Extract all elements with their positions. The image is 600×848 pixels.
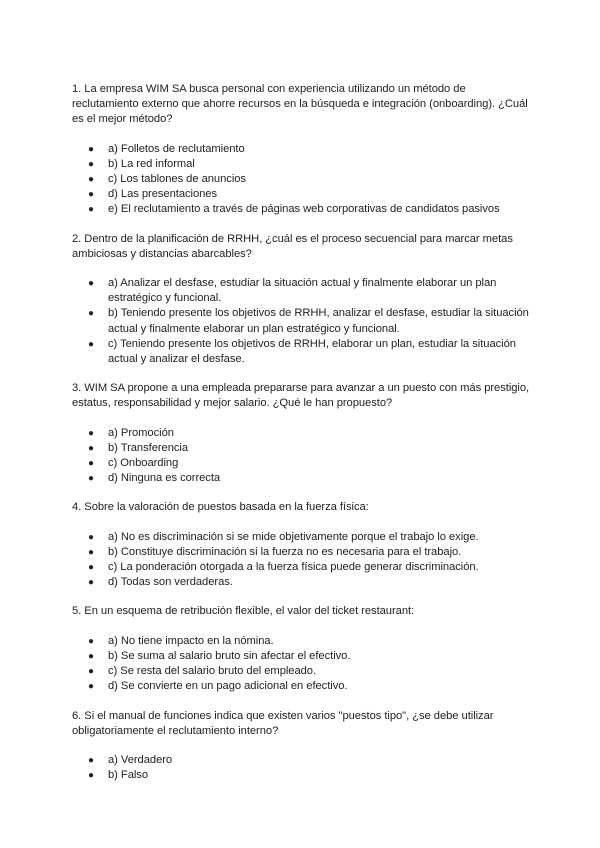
option-item <box>72 664 530 679</box>
question-2 <box>72 232 530 368</box>
option-item <box>72 679 530 694</box>
option-text: d) Todas son verdaderas. <box>108 576 233 589</box>
option-item <box>72 172 530 187</box>
option-list <box>72 426 530 487</box>
option-list <box>72 634 530 695</box>
option-item <box>72 530 530 545</box>
option-item <box>72 426 530 441</box>
bullet-icon: ● <box>88 143 94 155</box>
option-text: c) Se resta del salario bruto del empleado. <box>108 665 317 678</box>
question-text: 5. En un esquema de retribución flexible, el valor del ticket restaurant: <box>72 605 415 618</box>
bullet-icon: ● <box>88 754 94 766</box>
bullet-icon: ● <box>88 562 94 574</box>
quiz-content <box>72 82 530 797</box>
bullet-icon: ● <box>88 577 94 589</box>
option-item <box>72 649 530 664</box>
option-item <box>72 471 530 486</box>
bullet-icon: ● <box>88 770 94 782</box>
question-text: 1. La empresa WIM SA busca personal con experiencia utilizando un método de reclutamiento externo que ahorre recursos en la búsqueda e integración (onboarding). ¿Cuál es el mejor método? <box>72 83 528 126</box>
option-item <box>72 142 530 157</box>
option-text: a) Folletos de reclutamiento <box>108 142 245 155</box>
option-item <box>72 575 530 590</box>
option-list <box>72 142 530 218</box>
option-text: b) Teniendo presente los objetivos de RRHH, analizar el desfase, estudiar la situación actual y finalmente elaborar un plan estratégico y funcional. <box>108 307 529 335</box>
bullet-icon: ● <box>88 666 94 678</box>
question-5 <box>72 604 530 694</box>
question-text: 3. WIM SA propone a una empleada prepararse para avanzar a un puesto con más prestigio, estatus, responsabilidad y mejor salario. ¿Qué le han propuesto? <box>72 382 530 410</box>
option-text: d) Las presentaciones <box>108 188 218 201</box>
option-text: a) No es discriminación si se mide objetivamente porque el trabajo lo exige. <box>108 530 479 543</box>
bullet-icon: ● <box>88 531 94 543</box>
option-item <box>72 634 530 649</box>
option-text: d) Se convierte en un pago adicional en efectivo. <box>108 680 348 693</box>
option-text: c) Los tablones de anuncios <box>108 173 246 186</box>
option-text: b) Transferencia <box>108 441 189 454</box>
question-text: 4. Sobre la valoración de puestos basada en la fuerza física: <box>72 501 369 514</box>
bullet-icon: ● <box>88 650 94 662</box>
option-text: d) Ninguna es correcta <box>108 472 221 485</box>
option-item <box>72 560 530 575</box>
option-item <box>72 187 530 202</box>
bullet-icon: ● <box>88 635 94 647</box>
question-3 <box>72 381 530 486</box>
option-item <box>72 768 530 783</box>
bullet-icon: ● <box>88 204 94 216</box>
question-4 <box>72 500 530 590</box>
bullet-icon: ● <box>88 442 94 454</box>
bullet-icon: ● <box>88 681 94 693</box>
option-item <box>72 545 530 560</box>
option-text: a) Analizar el desfase, estudiar la situación actual y finalmente elaborar un plan estratégico y funcional. <box>108 277 497 305</box>
option-item <box>72 306 530 336</box>
option-text: b) Falso <box>108 769 149 782</box>
option-item <box>72 441 530 456</box>
option-text: b) Se suma al salario bruto sin afectar el efectivo. <box>108 649 351 662</box>
option-text: a) No tiene impacto en la nómina. <box>108 634 274 647</box>
bullet-icon: ● <box>88 308 94 320</box>
bullet-icon: ● <box>88 473 94 485</box>
option-item <box>72 202 530 217</box>
option-list <box>72 276 530 367</box>
bullet-icon: ● <box>88 174 94 186</box>
option-item <box>72 337 530 367</box>
option-item <box>72 157 530 172</box>
question-text: 6. Si el manual de funciones indica que existen varios "puestos tipo", ¿se debe utilizar obligatoriamente el reclutamiento interno? <box>72 709 494 737</box>
option-text: c) Teniendo presente los objetivos de RRHH, elaborar un plan, estudiar la situación actual y analizar el desfase. <box>108 337 516 366</box>
option-item <box>72 753 530 768</box>
option-text: a) Verdadero <box>108 753 173 766</box>
option-text: c) Onboarding <box>108 457 179 470</box>
option-item <box>72 276 530 306</box>
option-item <box>72 456 530 471</box>
option-text: c) La ponderación otorgada a la fuerza física puede generar discriminación. <box>108 561 479 574</box>
option-list <box>72 530 530 591</box>
bullet-icon: ● <box>88 458 94 470</box>
question-1 <box>72 82 530 218</box>
question-6 <box>72 709 530 784</box>
bullet-icon: ● <box>88 189 94 201</box>
bullet-icon: ● <box>88 546 94 558</box>
option-text: b) La red informal <box>108 157 195 170</box>
question-text: 2. Dentro de la planificación de RRHH, ¿cuál es el proceso secuencial para marcar metas ambiciosas y distancias abarcables? <box>72 232 513 260</box>
bullet-icon: ● <box>88 338 94 350</box>
option-text: e) El reclutamiento a través de páginas web corporativas de candidatos pasivos <box>108 203 500 216</box>
bullet-icon: ● <box>88 278 94 290</box>
option-text: b) Constituye discriminación si la fuerza no es necesaria para el trabajo. <box>108 545 462 558</box>
bullet-icon: ● <box>88 158 94 170</box>
option-list <box>72 753 530 783</box>
option-text: a) Promoción <box>108 426 174 439</box>
bullet-icon: ● <box>88 427 94 439</box>
